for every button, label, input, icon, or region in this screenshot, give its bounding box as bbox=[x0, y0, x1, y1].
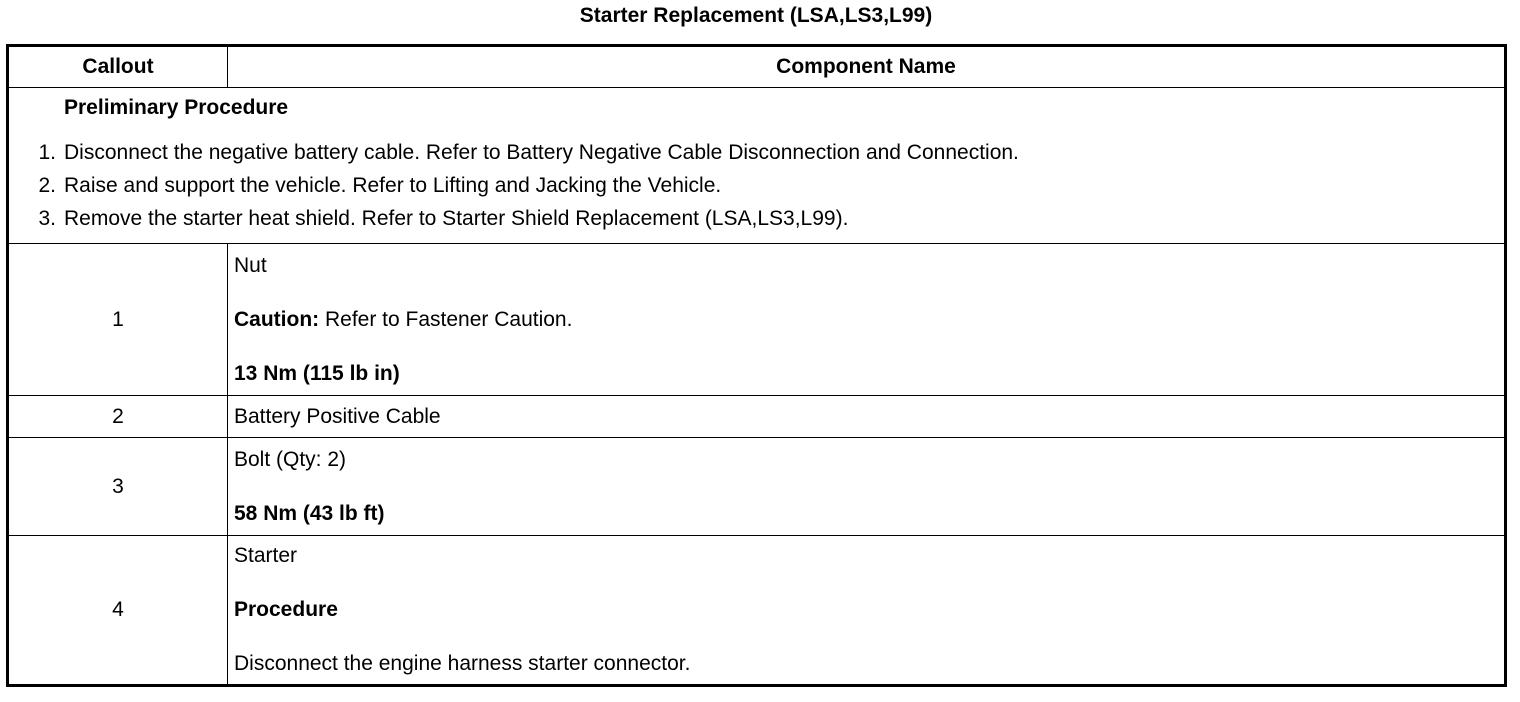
preliminary-steps-list bbox=[9, 136, 1504, 235]
component-name: Starter bbox=[234, 544, 298, 567]
preliminary-step bbox=[9, 202, 1504, 235]
component-name: Nut bbox=[234, 253, 267, 277]
callout-cell: 1 bbox=[8, 244, 228, 396]
component-cell bbox=[228, 396, 1506, 438]
callout-cell: 3 bbox=[8, 438, 228, 536]
callout-cell: 4 bbox=[8, 536, 228, 686]
component-cell bbox=[228, 244, 1506, 396]
component-name: Bolt (Qty: 2) bbox=[234, 447, 347, 471]
preliminary-procedure-heading: Preliminary Procedure bbox=[64, 96, 289, 119]
step-number: 2. bbox=[38, 174, 56, 197]
procedure-table bbox=[6, 44, 1507, 687]
preliminary-step bbox=[9, 136, 1504, 169]
table-row bbox=[8, 244, 1506, 396]
step-text: Remove the starter heat shield. Refer to Starter Shield Replacement (LSA,LS3,L99). bbox=[64, 207, 849, 230]
caution-label: Caution: bbox=[234, 307, 320, 331]
callout-cell: 2 bbox=[8, 396, 228, 438]
component-cell bbox=[228, 536, 1506, 686]
step-text: Disconnect the negative battery cable. Refer to Battery Negative Cable Disconnection and Connection. bbox=[64, 141, 1019, 164]
step-number: 3. bbox=[38, 207, 56, 230]
preliminary-step bbox=[9, 169, 1504, 202]
torque-spec: 58 Nm (43 lb ft) bbox=[234, 501, 385, 525]
column-header-callout: Callout bbox=[8, 46, 228, 88]
procedure-label: Procedure bbox=[234, 598, 338, 621]
torque-spec: 13 Nm (115 lb in) bbox=[234, 361, 400, 385]
preliminary-procedure-row bbox=[8, 88, 1506, 244]
step-text: Raise and support the vehicle. Refer to Lifting and Jacking the Vehicle. bbox=[64, 174, 722, 197]
document-title: Starter Replacement (LSA,LS3,L99) bbox=[579, 4, 933, 27]
table-row bbox=[8, 438, 1506, 536]
table-row bbox=[8, 396, 1506, 438]
preliminary-procedure-cell bbox=[8, 88, 1506, 244]
procedure-text: Disconnect the engine harness starter connector. bbox=[234, 652, 691, 675]
table-row bbox=[8, 536, 1506, 686]
component-cell bbox=[228, 438, 1506, 536]
caution-text: Refer to Fastener Caution. bbox=[319, 307, 573, 331]
step-number: 1. bbox=[38, 141, 56, 164]
caution-note bbox=[234, 306, 1498, 334]
table-header-row bbox=[8, 46, 1506, 88]
component-name: Battery Positive Cable bbox=[234, 404, 441, 428]
column-header-component-name: Component Name bbox=[228, 46, 1506, 88]
